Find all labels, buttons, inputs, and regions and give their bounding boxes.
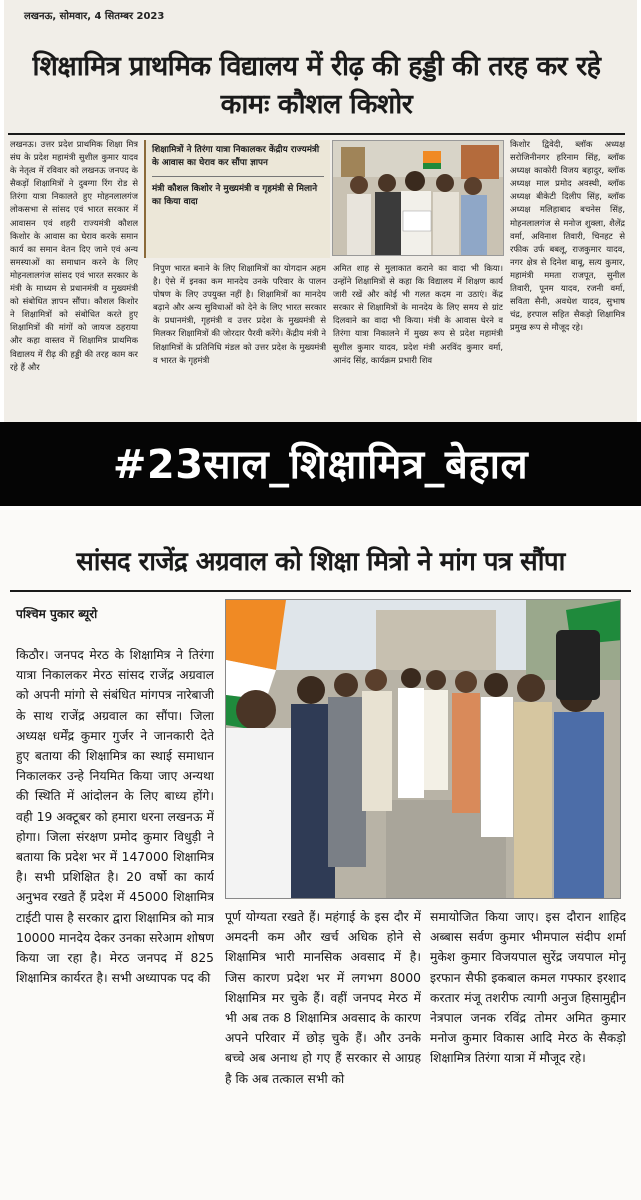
protest-photo-meerut — [225, 599, 621, 899]
byline: पश्चिम पुकार ब्यूरो — [16, 607, 98, 621]
rally-photo-image — [226, 600, 621, 899]
hashtag-text: #23साल_शिक्षामित्र_बेहाल — [112, 442, 529, 488]
sidebar-highlight-1: शिक्षामित्रों ने तिरंगा यात्रा निकालकर केंद्रीय राज्यमंत्री के आवास का घेराव कर सौंपा ज्ञापन — [152, 144, 324, 177]
hashtag-banner — [0, 422, 641, 506]
sidebar-highlight-box — [144, 140, 330, 258]
headline-top: शिक्षामित्र प्राथमिक विद्यालय में रीढ़ की हड्डी की तरह कर रहे कामः कौशल किशोर — [32, 51, 601, 120]
article-column-2: निपुण भारत बनाने के लिए शिक्षामित्रों का योगदान अहम है। ऐसे में इनका कम मानदेय उनके परिवार के पालन पोषण के लिए उपयुक्त नहीं है। शिक्षामित्रों का मानदेय बढ़ाने और अन्य सुविधाओं को देने के लिए भारत सरकार के प्रधानमंत्री, गृहमंत्री व उत्तर प्रदेश के मुख्यमंत्री से मिलकर शिक्षामित्रों की जोरदार पैरवी करेंगे। केंद्रीय मंत्री ने शिक्षामित्रों के प्रतिनिधि मंडल को उत्तर प्रदेश के मुख्यमंत्री व भारत के गृहमंत्री — [153, 263, 326, 365]
article-column-1: लखनऊ। उत्तर प्रदेश प्राथमिक शिक्षा मित्र संघ के प्रदेश महामंत्री सुशील कुमार यादव के नेतृत्व में रविवार को लखनऊ जनपद के सैकड़ों शिक्षामित्रों ने दुबग्गा रिंग रोड से तिरंगा यात्रा निकालते हुए मोहनलालगंज लोकसभा से सांसद एवं भारत सरकार में आवासन एवं शहरी राज्यमंत्री कौशल किशोर के आवास का घेराव करके समान कार्य का समान वेतन दिए जाने एवं अन्य समस्याओं का समाधान करने के लिए मोहनलालगंज सांसद एवं भारत सरकार के मंत्री के माध्यम से प्रधानमंत्री व मुख्यमंत्री को संबोधित ज्ञापन सौंपा। कौशल किशोर ने शिक्षामित्रों को संबोधित करते हुए शिक्षामित्रों की मांगों को जायज ठहराया और कहा वास्तव में शिक्षामित्र प्राथमिक विद्यालय में रीढ़ की हड्डी की तरह काम कर रहे हैं और — [10, 139, 138, 372]
headline-bottom: सांसद राजेंद्र अग्रवाल को शिक्षा मित्रो ने मांग पत्र सौंपा — [76, 547, 565, 577]
dateline: लखनऊ, सोमवार, 4 सितम्बर 2023 — [24, 11, 165, 22]
headline-rule-bottom — [10, 590, 631, 592]
headline-rule — [8, 133, 625, 135]
protest-photo-lucknow — [332, 140, 504, 256]
phone-camera-icon — [556, 630, 600, 700]
article2-column-3: समायोजित किया जाए। इस दौरान शाहिद अब्बास सर्वण कुमार भीमपाल संदीप शर्मा मुकेश कुमार विजयपाल सुरेंद्र जयपाल मोनू इरफान सैफी इकबाल कमल गफ्फार इरशाद करतार मंजू तशरीफ त्यागी अनुज हिसामुद्दीन नेत्रपाल जनक रविंद्र तोमर अमित कुमार मनोज कुमार विकास आदि मेरठ के सैकड़ो शिक्षामित्र तिरंगा यात्रा में मौजूद रहे। — [430, 910, 626, 1066]
article-column-3: अमित शाह से मुलाकात कराने का वादा भी किया। उन्होंने शिक्षामित्रों से कहा कि विद्यालय में शिक्षण कार्य जारी रखें और कोई भी गलत कदम ना उठाएं। केंद्र सरकार से शिक्षामित्रों के मानदेय के लिए समय से ग्रांट दिलवाने का वादा भी किया। मंत्री के आवास घेरने व तिरंगा यात्रा निकालने में मुख्य रूप से प्रदेश महामंत्री सुशील कुमार यादव, प्रदेश मंत्री अरविंद कुमार वर्मा, आनंद सिंह, कार्यक्रम प्रभारी शिव — [333, 263, 503, 365]
crowd-photo-image — [333, 141, 504, 256]
sidebar-highlight-2: मंत्री कौशल किशोर ने मुख्यमंत्री व गृहमंत्री से मिलाने का किया वादा — [152, 184, 318, 207]
article2-column-2: पूर्ण योग्यता रखते हैं। महंगाई के इस दौर में अमदनी कम और खर्च अधिक होने से शिक्षामित्र भारी मानसिक अवसाद में है। जिस कारण प्रदेश भर में लगभग 8000 शिक्षामित्र मर चुके हैं। वहीं जनपद मेरठ में भी अब तक 8 शिक्षामित्र अवसाद के कारण अपने परिवार में छोड़ चुके हैं। और उनके बच्चे अब अनाथ हो गए हैं सरकार से आग्रह है कि अब तत्काल सभी को — [225, 910, 421, 1086]
article2-column-1: किठौर। जनपद मेरठ के शिक्षामित्र ने तिरंगा यात्रा निकालकर मेरठ सांसद राजेंद्र अग्रवाल को अपनी मांगो से संबंधित मांगपत्र नारेबाजी के साथ राजेंद्र अग्रवाल का सौंपा। जिला अध्यक्ष धर्मेंद्र कुमार गुर्जर ने जानकारी देते हुए बताया की शिक्षामित्र का स्थाई समाधान निकालकर उन्हे नियमित किया जाए अन्यथा की स्थिति में आंदोलन के लिए बाध्य होंगे। वही 19 अक्टूबर को हमारा धरना लखनऊ में होगा। जिला संरक्षण प्रमोद कुमार विधुड़ी ने बताया कि प्रदेश भर में 147000 शिक्षामित्र है। सभी प्रशिक्षित है। 20 वर्षो का कार्य अनुभव रखते हैं प्रदेश में 45000 शिक्षामित्र टाईटी पास है सरकार द्वारा शिक्षामित्र को मात्र 10000 मानदेय देकर उनका सरेआम शोषण किया जा रहा है। मेरठ जनपद में 825 शिक्षामित्र कार्यरत है। सभी अध्यापक पद की — [16, 648, 214, 986]
article-column-4: किशोर द्विवेदी, ब्लॉक अध्यक्ष सरोजिनीनगर हरिनाम सिंह, ब्लॉक अध्यक्ष काकोरी विजय बहादुर, ब्लॉक अध्यक्ष माल प्रमोद अवस्थी, ब्लॉक अध्यक्ष बीकेटी दिलीप सिंह, ब्लॉक अध्यक्ष मलिहाबाद बचनेस सिंह, मोहनलालगंज से मनोज शुक्ला, शैलेंद्र वर्मा, अविनाश तिवारी, चिनहट से रफीक उर्फ बबलू, राजकुमार यादव, नगर क्षेत्र से दिनेश बाबू, सत्य कुमार, महामंत्री ममता राजपूत, सुनील तिवारी, पूनम यादव, रजनी वर्मा, सविता सैनी, अवधेश यादव, सुभाष चंद्र, हरपाल सहित सैकड़ो शिक्षामित्र प्रमुख रूप से मौजूद रहे। — [510, 139, 625, 333]
